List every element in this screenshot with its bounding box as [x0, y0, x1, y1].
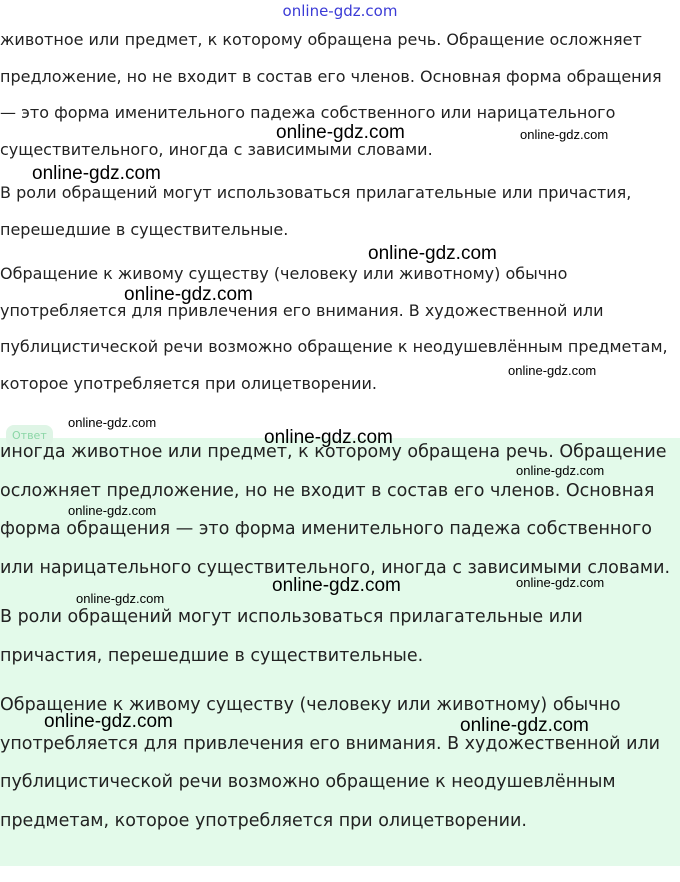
watermark: online-gdz.com: [460, 715, 589, 736]
answer-paragraph-3: Обращение к живому существу (человеку или животному) обычно употребляется для привлечения его внимания. В художественной или публицистической речи возможно обращение к неодушевлённым предметам, которое употребляется при олицетворении.: [0, 695, 661, 831]
watermark: online-gdz.com: [124, 284, 253, 305]
watermark: online-gdz.com: [44, 711, 173, 732]
site-watermark-top: online-gdz.com: [282, 2, 398, 20]
watermark: online-gdz.com: [76, 591, 165, 606]
theory-paragraph-3: Обращение к живому существу (человеку или животному) обычно употребляется для привлечения его внимания. В художественной или публицистической речи возможно обращение к неодушевлённым предметам, которое употребляется при олицетворении.: [0, 264, 668, 393]
watermark: online-gdz.com: [32, 163, 161, 184]
watermark: online-gdz.com: [264, 427, 393, 448]
watermark: online-gdz.com: [68, 415, 157, 430]
theory-paragraph-1: животное или предмет, к которому обращена речь. Обращение осложняет предложение, но не входит в состав его членов. Основная форма обращения — это форма именительного падежа собственного или нарицательного существительного, иногда с зависимыми словами.: [0, 30, 662, 159]
theory-paragraph-2: В роли обращений могут использоваться прилагательные или причастия, перешедшие в существительные.: [0, 183, 632, 239]
answer-badge: Ответ: [6, 425, 53, 447]
answer-paragraph-1: иногда животное или предмет, к которому обращена речь. Обращение осложняет предложение, но не входит в состав его членов. Основная форма обращения — это форма именительного падежа собственного или нарицательного существительного, иногда с зависимыми словами.: [0, 442, 671, 578]
watermark: online-gdz.com: [516, 463, 605, 478]
watermark: online-gdz.com: [276, 122, 405, 143]
watermark: online-gdz.com: [516, 575, 605, 590]
answer-paragraph-2: В роли обращений могут использоваться прилагательные или причастия, перешедшие в существительные.: [0, 607, 583, 666]
watermark: online-gdz.com: [68, 503, 157, 518]
watermark: online-gdz.com: [368, 243, 497, 264]
watermark: online-gdz.com: [272, 575, 401, 596]
watermark: online-gdz.com: [508, 363, 597, 378]
watermark: online-gdz.com: [520, 127, 609, 142]
